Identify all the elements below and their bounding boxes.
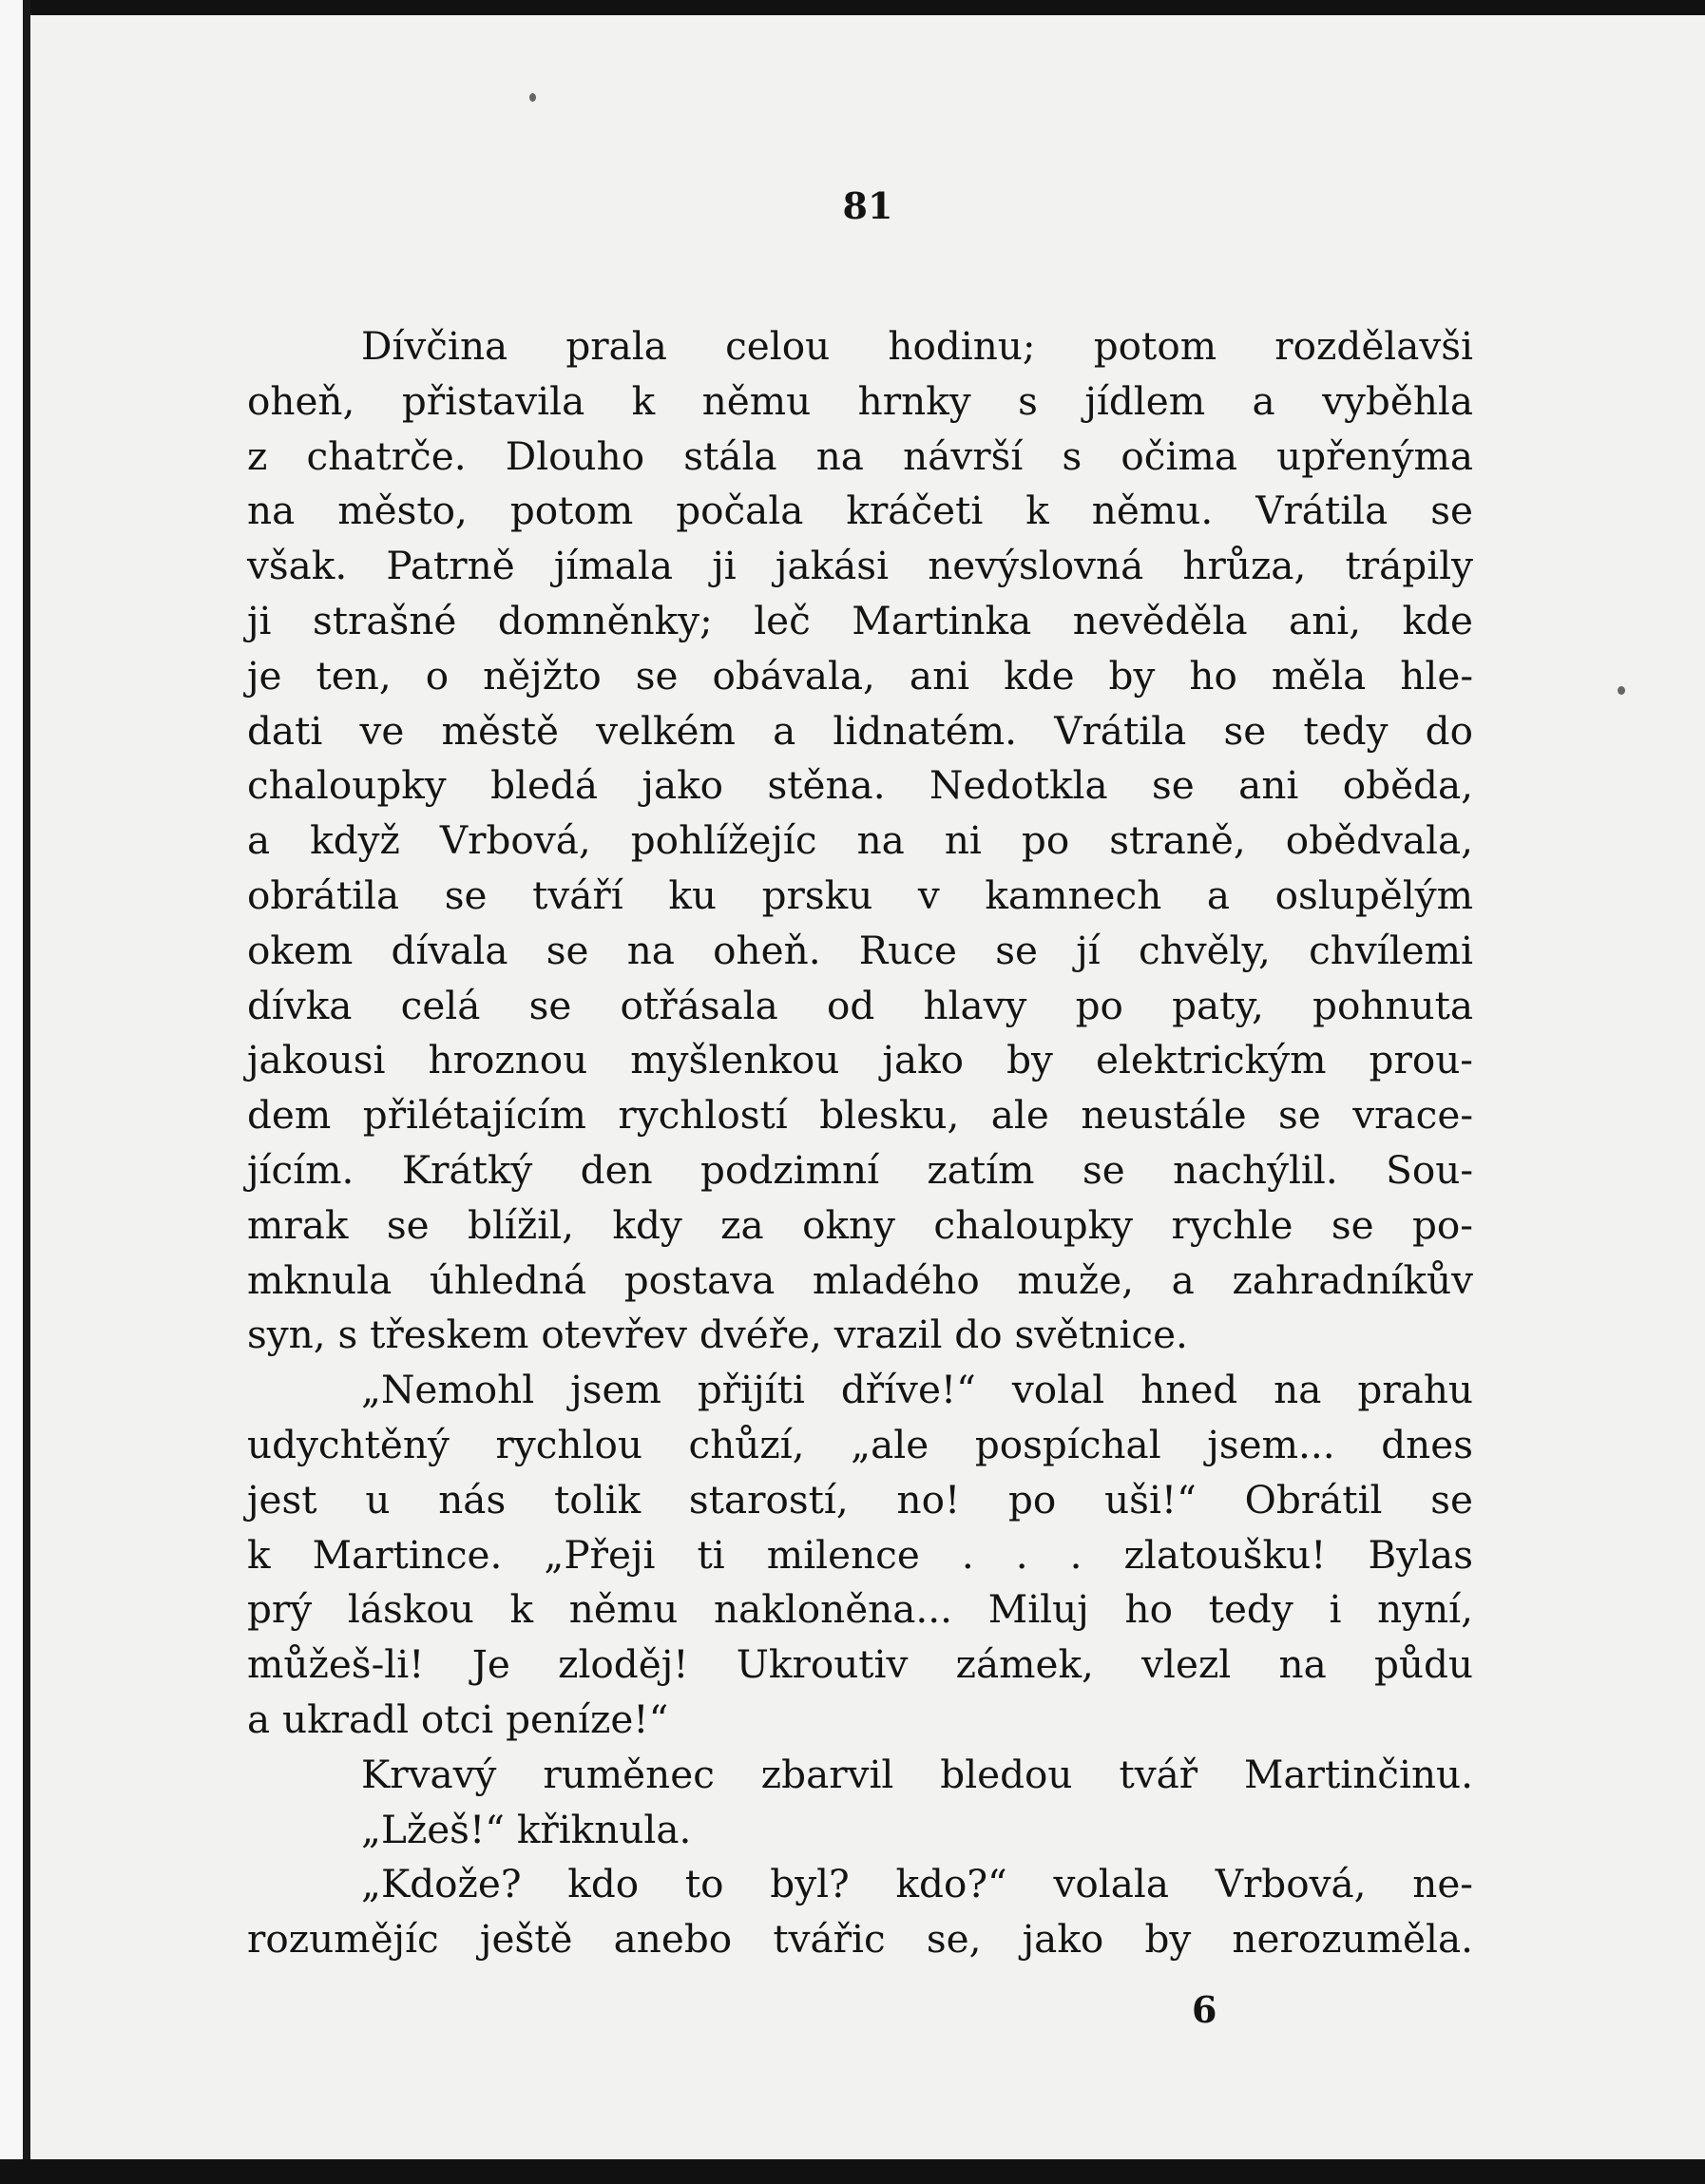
- text-line: z chatrče. Dlouho stála na návrší s očima upřenýma: [247, 432, 1473, 479]
- text-line: a když Vrbová, pohlížejíc na ni po straně, obědvala,: [247, 817, 1473, 864]
- text-line: prý láskou k němu nakloněna... Miluj ho tedy i nyní,: [247, 1586, 1473, 1633]
- text-line: rozumějíc ještě anebo tvářic se, jako by nerozuměla.: [247, 1916, 1473, 1963]
- text-line: je ten, o nějžto se obávala, ani kde by ho měla hle-: [247, 652, 1473, 699]
- text-line: jícím. Krátký den podzimní zatím se nachýlil. Sou-: [247, 1146, 1473, 1193]
- scan-border-left: [0, 0, 23, 2184]
- book-page: [30, 15, 1705, 2159]
- text-line: Dívčina prala celou hodinu; potom rozdělavši: [361, 323, 1473, 369]
- print-speck: [529, 93, 536, 102]
- print-speck: [1618, 686, 1625, 695]
- signature-mark: 6: [1192, 1988, 1217, 2031]
- text-line: a ukradl otci peníze!“: [247, 1695, 669, 1742]
- text-line: chaloupky bledá jako stěna. Nedotkla se ani oběda,: [247, 762, 1473, 809]
- text-line: jakousi hroznou myšlenkou jako by elektrickým prou-: [247, 1037, 1473, 1083]
- text-line: obrátila se tváří ku prsku v kamnech a oslupělým: [247, 872, 1473, 918]
- text-line: dati ve městě velkém a lidnatém. Vrátila se tedy do: [247, 707, 1473, 754]
- scan-border-bottom: [0, 2159, 1705, 2184]
- text-line: „Nemohl jsem přijíti dříve!“ volal hned na prahu: [361, 1367, 1473, 1413]
- scan-border-top: [0, 0, 1705, 15]
- text-line: oheň, přistavila k němu hrnky s jídlem a vyběhla: [247, 377, 1473, 424]
- text-line: mrak se blížil, kdy za okny chaloupky rychle se po-: [247, 1201, 1473, 1248]
- text-line: jest u nás tolik starostí, no! po uši!“ Obrátil se: [247, 1476, 1473, 1523]
- body-text: [247, 319, 1473, 1967]
- text-line: k Martince. „Přeji ti milence . . . zlatoušku! Bylas: [247, 1531, 1473, 1578]
- text-line: však. Patrně jímala ji jakási nevýslovná hrůza, trápily: [247, 543, 1473, 589]
- page-number: 81: [842, 184, 893, 227]
- binding-edge: [23, 0, 30, 2184]
- text-line: dem přilétajícím rychlostí blesku, ale neustále se vrace-: [247, 1092, 1473, 1139]
- text-line: na město, potom počala kráčeti k němu. Vrátila se: [247, 488, 1473, 534]
- text-line: „Kdože? kdo to byl? kdo?“ volala Vrbová, ne-: [361, 1861, 1473, 1907]
- text-line: „Lžeš!“ křiknula.: [361, 1806, 692, 1852]
- text-line: mknula úhledná postava mladého muže, a zahradníkův: [247, 1256, 1473, 1303]
- text-line: Krvavý ruměnec zbarvil bledou tvář Martinčinu.: [361, 1751, 1473, 1797]
- text-line: udychtěný rychlou chůzí, „ale pospíchal jsem... dnes: [247, 1421, 1473, 1467]
- text-line: ji strašné domněnky; leč Martinka nevěděla ani, kde: [247, 597, 1473, 643]
- text-line: můžeš-li! Je zloděj! Ukroutiv zámek, vlezl na půdu: [247, 1641, 1473, 1688]
- text-line: syn, s třeskem otevřev dvéře, vrazil do světnice.: [247, 1312, 1188, 1358]
- text-line: dívka celá se otřásala od hlavy po paty, pohnuta: [247, 982, 1473, 1028]
- text-line: okem dívala se na oheň. Ruce se jí chvěly, chvílemi: [247, 927, 1473, 973]
